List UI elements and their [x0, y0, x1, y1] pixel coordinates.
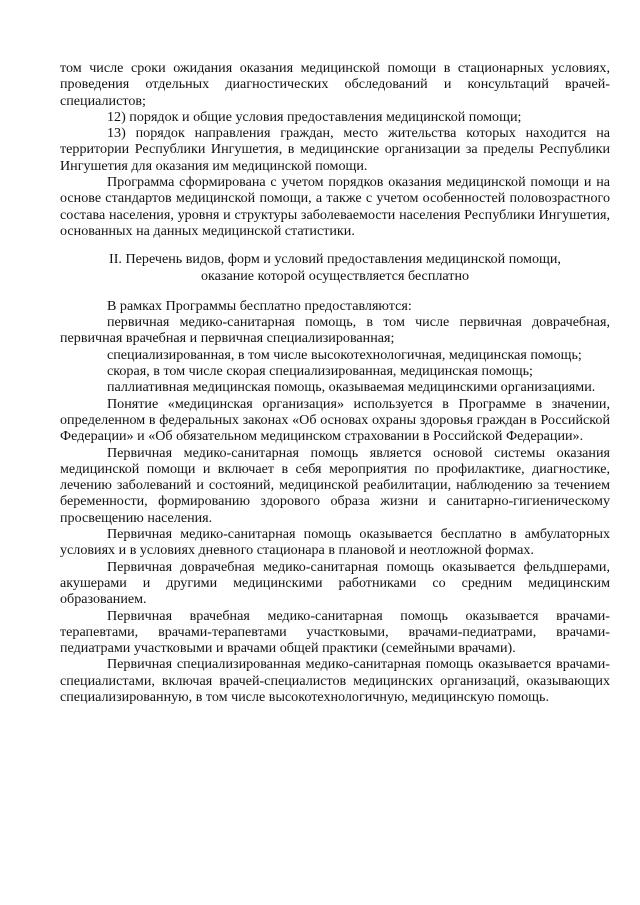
section-heading-line-2: оказание которой осуществляется бесплатно: [200, 267, 470, 284]
paragraph-medical-organization-definition: Понятие «медицинская организация» используется в Программе в значении, определенном в федеральных законах «Об основах охраны здоровья граждан в Российской Федерации» и «Об обязательном медицинском страховании в Российской Федерации».: [60, 395, 610, 445]
paragraph-continuation: том числе сроки ожидания оказания медицинской помощи в стационарных условиях, проведения отдельных диагностических обследований и консультаций врачей-специалистов;: [60, 60, 610, 109]
paragraph-palliative-care: паллиативная медицинская помощь, оказываемая медицинскими организациями.: [107, 379, 596, 396]
paragraph-specialized-care: специализированная, в том числе высокотехнологичная, медицинская помощь;: [107, 346, 582, 363]
section-heading: [60, 251, 610, 284]
document-page: [60, 60, 610, 705]
paragraph-primary-care-basis: Первичная медико-санитарная помощь является основой системы оказания медицинской помощи и включает в себя мероприятия по профилактике, диагностике, лечению заболеваний и состояний, медицинской реабилитации, наблюдению за течением беременности, формированию здорового образа жизни и санитарно-гигиеническому просвещению населения.: [60, 444, 610, 526]
paragraph-emergency-care: скорая, в том числе скорая специализированная, медицинская помощь;: [107, 363, 533, 380]
paragraph-free-provision-intro: В рамках Программы бесплатно предоставляются:: [107, 297, 412, 314]
paragraph-physician-care: Первичная врачебная медико-санитарная помощь оказывается врачами-терапевтами, врачами-терапевтами участковыми, врачами-педиатрами, врачами-педиатрами участковыми и врачами общей практики (семейными врачами).: [60, 607, 610, 657]
paragraph-item-12: 12) порядок и общие условия предоставления медицинской помощи;: [107, 108, 522, 125]
paragraph-item-13: 13) порядок направления граждан, место жительства которых находится на территории Республики Ингушетия, в медицинские организации за пределы Республики Ингушетия для оказания им медицинской помощи.: [60, 125, 610, 174]
paragraph-primary-care: первичная медико-санитарная помощь, в том числе первичная доврачебная, первичная врачебная и первичная специализированная;: [60, 314, 610, 347]
paragraph-pre-physician-care: Первичная доврачебная медико-санитарная помощь оказывается фельдшерами, акушерами и другими медицинскими работниками со средним медицинским образованием.: [60, 558, 610, 608]
paragraph-program-basis: Программа сформирована с учетом порядков оказания медицинской помощи и на основе стандартов медицинской помощи, а также с учетом особенностей половозрастного состава населения, уровня и структуры заболеваемости населения Республики Ингушетия, основанных на данных медицинской статистики.: [60, 174, 610, 239]
paragraph-specialist-care: Первичная специализированная медико-санитарная помощь оказывается врачами-специалистами, включая врачей-специалистов медицинских организаций, оказывающих специализированную, в том числе высокотехнологичную, медицинскую помощь.: [60, 656, 610, 705]
section-heading-line-1: II. Перечень видов, форм и условий предоставления медицинской помощи,: [109, 251, 561, 268]
paragraph-primary-care-free: Первичная медико-санитарная помощь оказывается бесплатно в амбулаторных условиях и в условиях дневного стационара в плановой и неотложной формах.: [60, 526, 610, 559]
